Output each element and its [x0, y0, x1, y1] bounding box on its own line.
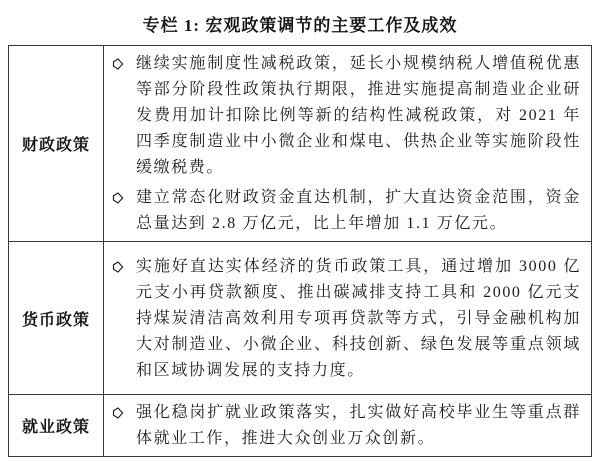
page-title: 专栏 1: 宏观政策调节的主要工作及成效	[142, 16, 458, 35]
bullet-item	[112, 254, 581, 384]
bullet-item	[112, 51, 581, 181]
row-content-employment	[104, 395, 592, 457]
table-row-fiscal-policy	[9, 46, 592, 242]
bullet-item	[112, 400, 581, 452]
policy-table	[8, 45, 592, 457]
diamond-bullet-icon	[112, 185, 136, 204]
table-row-employment-policy	[9, 395, 592, 457]
row-content-fiscal	[104, 46, 592, 242]
row-label-fiscal: 财政政策	[9, 46, 104, 242]
row-label-employment: 就业政策	[9, 395, 104, 457]
table-row-monetary-policy	[9, 242, 592, 395]
diamond-bullet-icon	[112, 254, 136, 273]
bullet-text: 建立常态化财政资金直达机制，扩大直达资金范围，资金总量达到 2.8 万亿元，比上年增加 1.1 万亿元。	[136, 189, 581, 232]
bullet-text: 继续实施制度性减税政策，延长小规模纳税人增值税优惠等部分阶段性政策执行期限，推进实施提高制造业企业研发费用加计扣除比例等新的结构性减税政策，对 2021 年四季度制造业中小微企业和煤电、供热企业等实施阶段性缓缴税费。	[136, 55, 581, 176]
bullet-item	[112, 185, 581, 237]
diamond-bullet-icon	[112, 400, 136, 419]
diamond-bullet-icon	[112, 51, 136, 70]
row-content-monetary	[104, 242, 592, 395]
bullet-text: 强化稳岗扩就业政策落实，扎实做好高校毕业生等重点群体就业工作，推进大众创业万众创新。	[136, 404, 581, 447]
row-label-monetary: 货币政策	[9, 242, 104, 395]
bullet-text: 实施好直达实体经济的货币政策工具，通过增加 3000 亿元支小再贷款额度、推出碳减排支持工具和 2000 亿元支持煤炭清洁高效利用专项再贷款等方式，引导金融机构加大对制造业、小微企业、科技创新、绿色发展等重点领域和区域协调发展的支持力度。	[136, 257, 581, 379]
